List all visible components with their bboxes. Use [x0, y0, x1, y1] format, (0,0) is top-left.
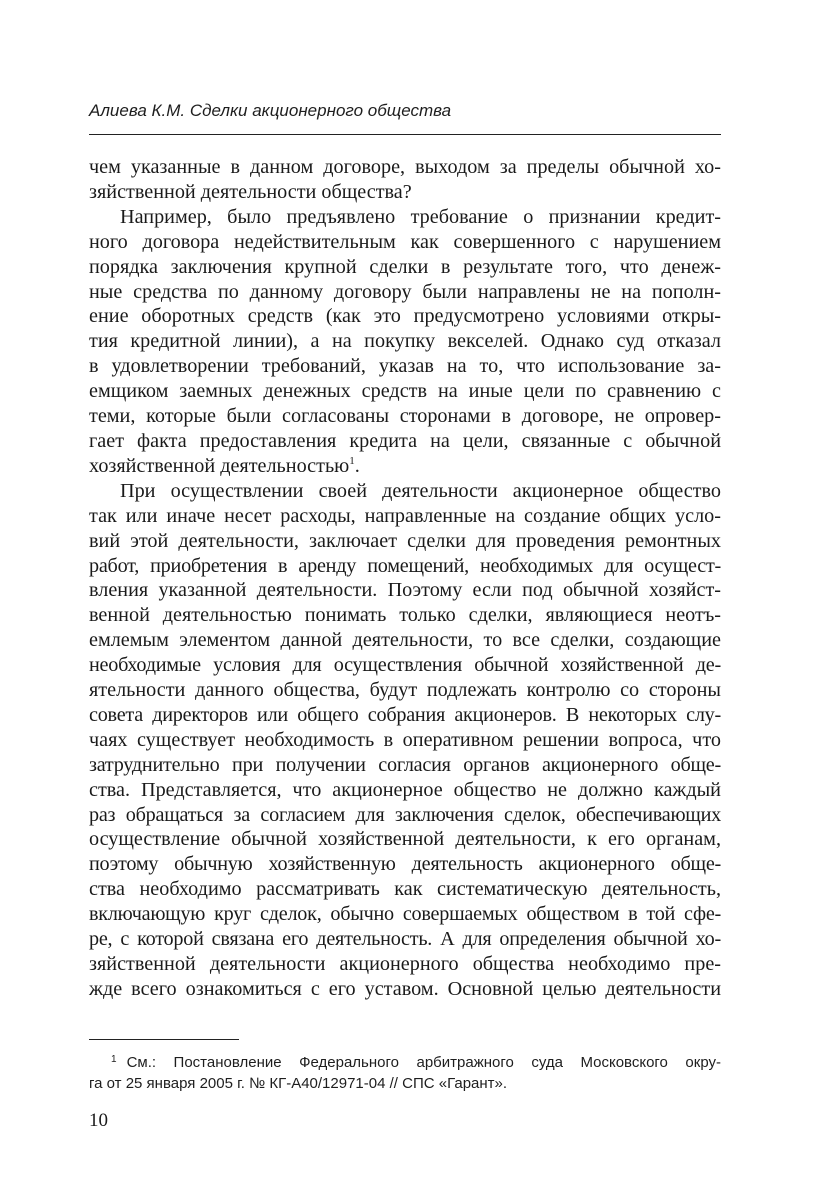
- text-line: работ, приобретения в аренду помещений, необходимых для осущест-: [89, 554, 721, 577]
- text-line: порядка заключения крупной сделки в результате того, что денеж-: [89, 255, 721, 278]
- text-line: ные средства по данному договору были направлены не на пополн-: [89, 280, 721, 303]
- text-line: ятельности данного общества, будут подлежать контролю со стороны: [89, 679, 721, 702]
- text-line: затруднительно при получении согласия органов акционерного обще-: [89, 753, 721, 776]
- header-divider: [89, 134, 721, 135]
- footnote-line: га от 25 января 2005 г. № КГ-А40/12971-04 // СПС «Гарант».: [89, 1075, 508, 1092]
- text-fragment: хозяйственной деятельностью: [89, 454, 350, 477]
- text-line: ства. Представляется, что акционерное общество не должно каждый: [89, 778, 721, 801]
- text-line: жде всего ознакомиться с его уставом. Основной целью деятельности: [89, 977, 721, 1000]
- footnote-marker: 1: [111, 1054, 117, 1065]
- body-text: [89, 155, 721, 1002]
- text-line: включающую круг сделок, обычно совершаемых обществом в той сфе-: [89, 903, 721, 926]
- running-header: Алиева К.М. Сделки акционерного общества: [89, 101, 452, 120]
- text-line: емлемым элементом данной деятельности, то все сделки, создающие: [89, 629, 721, 652]
- footnote-line: [89, 1049, 721, 1073]
- text-line-with-footnote: [89, 454, 721, 479]
- text-line: ства необходимо рассматривать как систематическую деятельность,: [89, 878, 721, 901]
- footnote: [89, 1049, 721, 1094]
- text-line: ре, с которой связана его деятельность. А для определения обычной хо-: [89, 928, 721, 951]
- text-line: зяйственной деятельности общества?: [89, 180, 412, 203]
- text-line: венной деятельностью понимать только сделки, являющиеся неотъ-: [89, 604, 721, 627]
- footnote-text: См.: Постановление Федерального арбитражного суда Московского окру-: [126, 1054, 721, 1071]
- text-line: чаях существует необходимость в оперативном решении вопроса, что: [89, 728, 721, 751]
- text-fragment: .: [354, 454, 360, 477]
- text-line: вления указанной деятельности. Поэтому если под обычной хозяйст-: [89, 579, 721, 602]
- text-line: вий этой деятельности, заключает сделки для проведения ремонтных: [89, 529, 721, 552]
- text-line: Например, было предъявлено требование о признании кредит-: [120, 205, 721, 228]
- text-line: совета директоров или общего собрания акционеров. В некоторых слу-: [89, 703, 721, 726]
- text-line: ение оборотных средств (как это предусмотрено условиями откры-: [89, 305, 721, 328]
- text-line: в удовлетворении требований, указав на то, что использование за-: [89, 355, 721, 378]
- text-line: чем указанные в данном договоре, выходом за пределы обычной хо-: [89, 156, 721, 178]
- page-number: 10: [89, 1110, 108, 1131]
- text-line: так или иначе несет расходы, направленные на создание общих усло-: [89, 504, 721, 527]
- text-line: емщиком заемных денежных средств на иные цели по сравнению с: [89, 380, 721, 403]
- text-line: ного договора недействительным как совершенного с нарушением: [89, 230, 721, 253]
- text-line: зяйственной деятельности акционерного общества необходимо пре-: [89, 953, 721, 975]
- text-line: осуществление обычной хозяйственной деятельности, к его органам,: [89, 828, 721, 851]
- text-line: тия кредитной линии), а на покупку векселей. Однако суд отказал: [89, 330, 721, 353]
- text-line: раз обращаться за согласием для заключения сделок, обеспечивающих: [89, 803, 721, 826]
- footnote-reference[interactable]: 1: [349, 454, 355, 467]
- text-line: необходимые условия для осуществления обычной хозяйственной де-: [89, 654, 721, 677]
- text-line: теми, которые были согласованы сторонами в договоре, не опровер-: [89, 405, 721, 428]
- text-line: При осуществлении своей деятельности акционерное общество: [120, 479, 721, 502]
- text-line: поэтому обычную хозяйственную деятельность акционерного обще-: [89, 853, 721, 876]
- text-line: гает факта предоставления кредита на цели, связанные с обычной: [89, 429, 721, 452]
- footnote-divider: [89, 1039, 239, 1040]
